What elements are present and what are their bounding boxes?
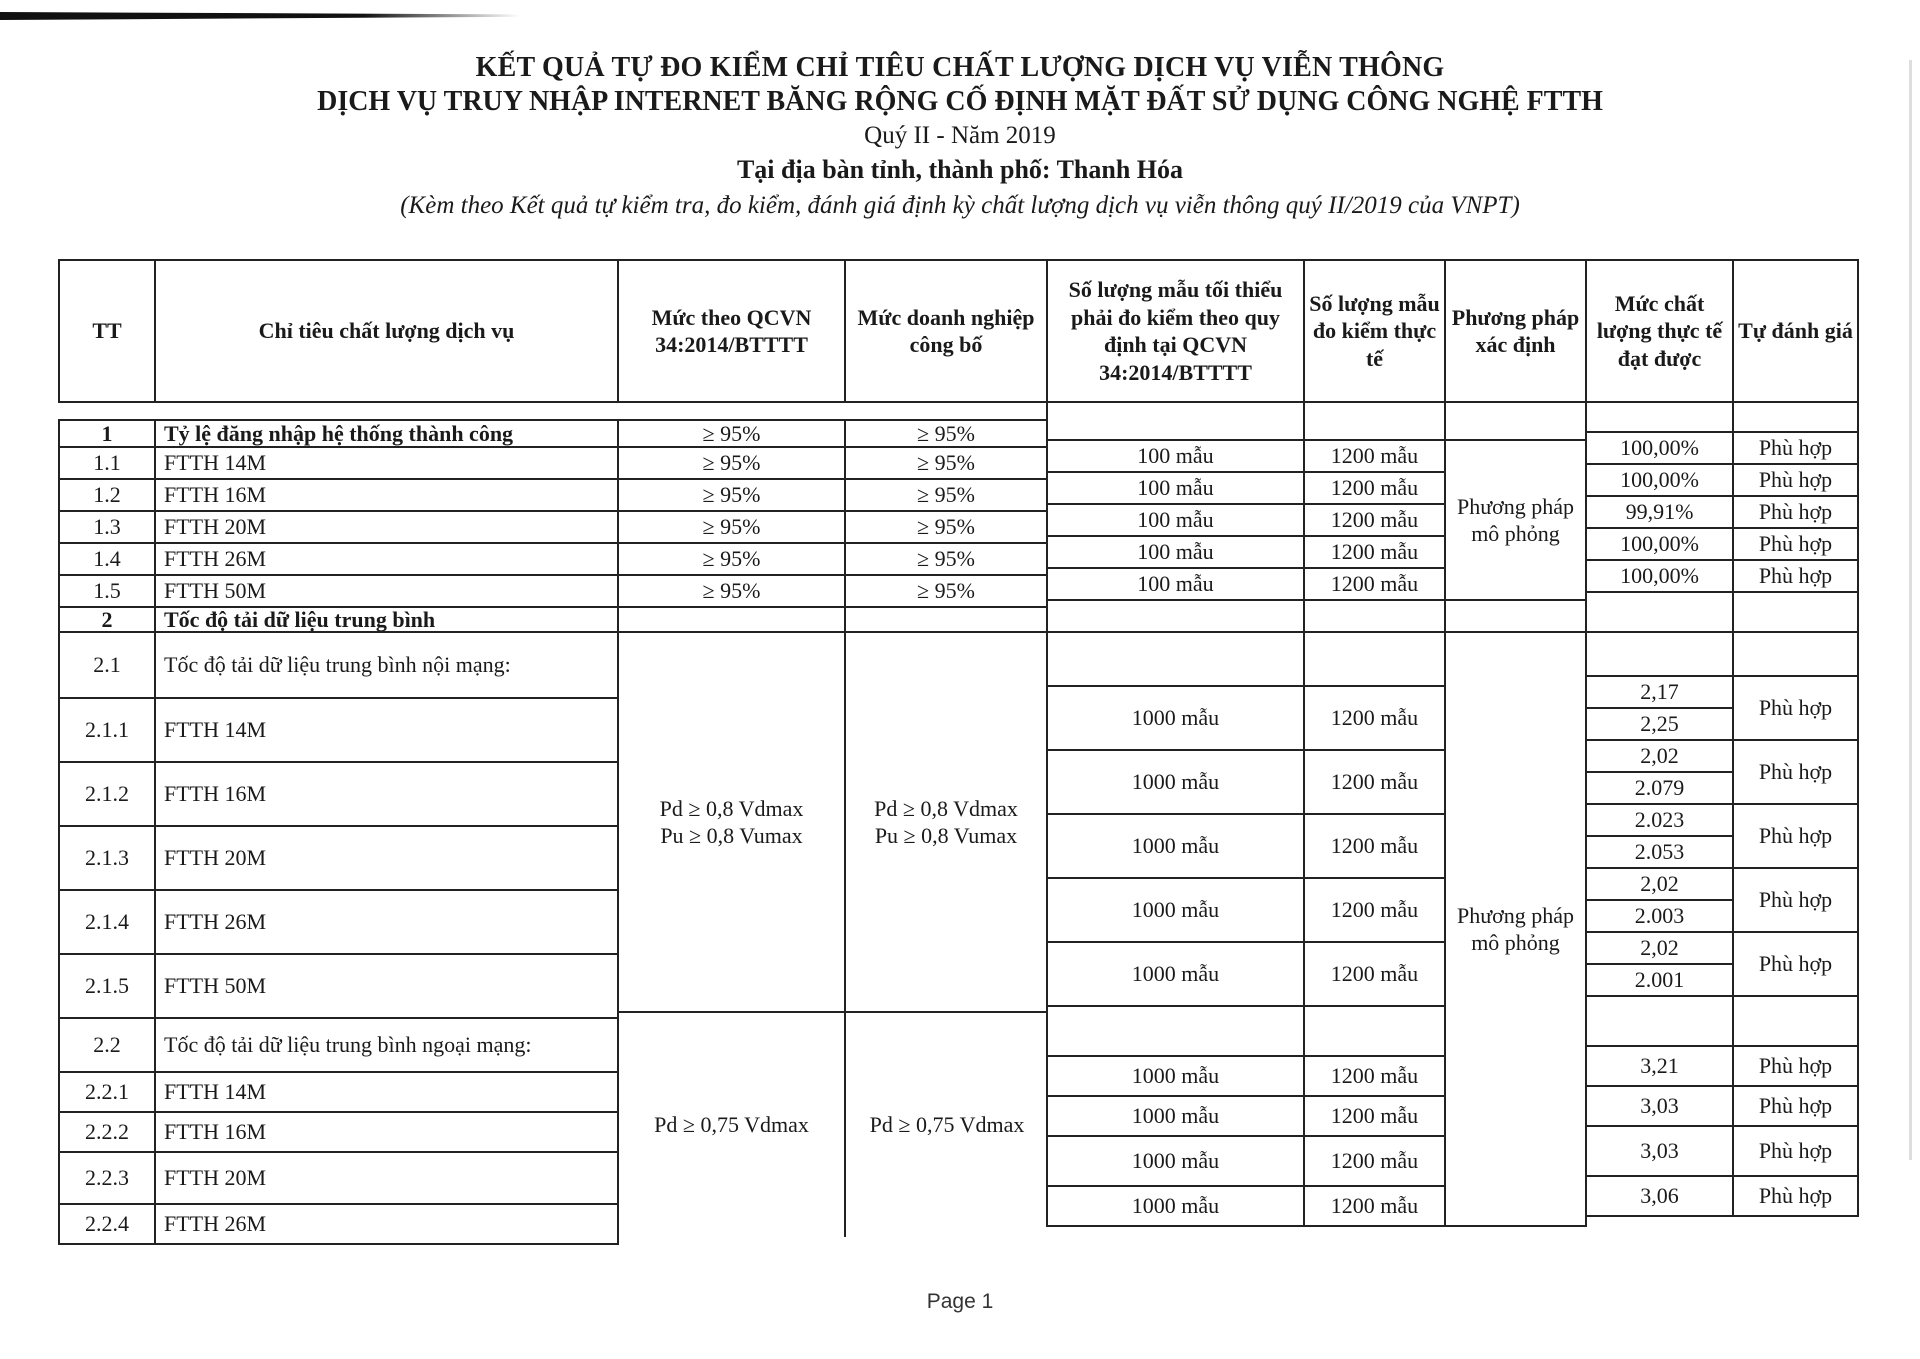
- page-number: Page 1: [926, 1290, 994, 1313]
- header-indicator: Chỉ tiêu chất lượng dịch vụ: [154, 259, 619, 403]
- row-number: 1.1: [58, 446, 156, 480]
- row-actual-download: 2.023: [1585, 803, 1734, 837]
- row-min-samples: 1000 mẫu: [1046, 1185, 1305, 1227]
- blank: [1303, 631, 1446, 687]
- row-actual-samples: 1200 mẫu: [1303, 567, 1446, 601]
- row-min-samples: 1000 mẫu: [1046, 749, 1305, 815]
- row-indicator: FTTH 26M: [154, 542, 619, 576]
- row-actual-samples: 1200 mẫu: [1303, 813, 1446, 879]
- row-self-assessment: Phù hợp: [1732, 559, 1859, 593]
- row-min-samples: 100 mẫu: [1046, 535, 1305, 569]
- row-actual-download: 2,02: [1585, 931, 1734, 965]
- row-indicator: FTTH 26M: [154, 1203, 619, 1245]
- row-number: 1.2: [58, 478, 156, 512]
- row-number: 2.2.2: [58, 1111, 156, 1153]
- section-1-declared-level: ≥ 95%: [844, 419, 1048, 448]
- subsection-2-1-declared-level-line-1: Pd ≥ 0,8 Vdmax: [874, 795, 1018, 821]
- row-number: 1.3: [58, 510, 156, 544]
- blank: [844, 606, 1048, 633]
- header-actual-samples: Số lượng mẫu đo kiểm thực tế: [1303, 259, 1446, 403]
- section-1-min-samples-blank: [1046, 401, 1305, 441]
- row-number: 2.2.3: [58, 1151, 156, 1205]
- header-min-samples: Số lượng mẫu tối thiểu phải đo kiểm theo quy định tại QCVN 34:2014/BTTTT: [1046, 259, 1305, 403]
- row-indicator: FTTH 20M: [154, 825, 619, 891]
- row-actual-quality: 3,03: [1585, 1085, 1734, 1127]
- row-declared-level: ≥ 95%: [844, 478, 1048, 512]
- row-actual-quality: 3,06: [1585, 1175, 1734, 1217]
- blank: [1585, 995, 1734, 1047]
- row-min-samples: 1000 mẫu: [1046, 1055, 1305, 1097]
- subsection-2-1-qcvn-level-line-2: Pu ≥ 0,8 Vumax: [660, 823, 803, 848]
- row-actual-samples: 1200 mẫu: [1303, 749, 1446, 815]
- row-self-assessment: Phù hợp: [1732, 803, 1859, 869]
- row-actual-quality: 100,00%: [1585, 463, 1734, 497]
- row-actual-quality: 3,21: [1585, 1045, 1734, 1087]
- row-actual-quality: 100,00%: [1585, 527, 1734, 561]
- row-actual-download: 2,02: [1585, 739, 1734, 773]
- row-indicator: FTTH 26M: [154, 889, 619, 955]
- row-actual-samples: 1200 mẫu: [1303, 1095, 1446, 1137]
- row-actual-upload: 2,25: [1585, 707, 1734, 741]
- blank: [1444, 599, 1587, 633]
- row-qcvn-level: ≥ 95%: [617, 446, 846, 480]
- row-indicator: FTTH 16M: [154, 478, 619, 512]
- row-self-assessment: Phù hợp: [1732, 431, 1859, 465]
- section-1-title: Tỷ lệ đăng nhập hệ thống thành công: [154, 419, 619, 448]
- row-number: 2.1.5: [58, 953, 156, 1019]
- row-min-samples: 1000 mẫu: [1046, 1135, 1305, 1187]
- section-1-quality-blank: [1585, 401, 1734, 433]
- header-self-assessment: Tự đánh giá: [1732, 259, 1859, 403]
- row-number: 2.1.2: [58, 761, 156, 827]
- row-number: 2.1.4: [58, 889, 156, 955]
- subsection-2-1-declared-level-line-2: Pu ≥ 0,8 Vumax: [874, 823, 1018, 848]
- row-self-assessment: Phù hợp: [1732, 527, 1859, 561]
- row-min-samples: 100 mẫu: [1046, 503, 1305, 537]
- row-self-assessment: Phù hợp: [1732, 463, 1859, 497]
- row-indicator: FTTH 16M: [154, 1111, 619, 1153]
- section-1-qcvn-level: ≥ 95%: [617, 419, 846, 448]
- subsection-2-2-qcvn-level: Pd ≥ 0,75 Vdmax: [617, 1011, 846, 1237]
- blank: [1046, 631, 1305, 687]
- row-self-assessment: Phù hợp: [1732, 675, 1859, 741]
- row-min-samples: 1000 mẫu: [1046, 685, 1305, 751]
- row-actual-samples: 1200 mẫu: [1303, 1185, 1446, 1227]
- row-actual-download: 2,17: [1585, 675, 1734, 709]
- row-self-assessment: Phù hợp: [1732, 867, 1859, 933]
- row-number: 1.5: [58, 574, 156, 608]
- row-declared-level: ≥ 95%: [844, 510, 1048, 544]
- header-method: Phương pháp xác định: [1444, 259, 1587, 403]
- document-location: Tại địa bàn tỉnh, thành phố: Thanh Hóa: [736, 155, 1184, 184]
- row-self-assessment: Phù hợp: [1732, 739, 1859, 805]
- row-number: 1.4: [58, 542, 156, 576]
- row-actual-download: 2,02: [1585, 867, 1734, 901]
- section-1-method-blank: [1444, 401, 1587, 441]
- row-qcvn-level: ≥ 95%: [617, 542, 846, 576]
- row-actual-samples: 1200 mẫu: [1303, 941, 1446, 1007]
- row-min-samples: 100 mẫu: [1046, 567, 1305, 601]
- section-1-assessment-blank: [1732, 401, 1859, 433]
- blank: [1732, 995, 1859, 1047]
- blank: [1303, 1005, 1446, 1057]
- subsection-2-1-qcvn-level: [617, 631, 846, 1013]
- row-actual-samples: 1200 mẫu: [1303, 1135, 1446, 1187]
- blank: [1732, 591, 1859, 633]
- row-qcvn-level: ≥ 95%: [617, 478, 846, 512]
- row-actual-samples: 1200 mẫu: [1303, 877, 1446, 943]
- row-indicator: FTTH 16M: [154, 761, 619, 827]
- row-qcvn-level: ≥ 95%: [617, 510, 846, 544]
- row-declared-level: ≥ 95%: [844, 542, 1048, 576]
- subsection-2-1-qcvn-level-line-1: Pd ≥ 0,8 Vdmax: [659, 795, 804, 821]
- section-2-number: 2: [58, 606, 156, 633]
- row-indicator: FTTH 50M: [154, 574, 619, 608]
- row-indicator: FTTH 14M: [154, 446, 619, 480]
- row-indicator: FTTH 50M: [154, 953, 619, 1019]
- row-indicator: FTTH 20M: [154, 510, 619, 544]
- row-declared-level: ≥ 95%: [844, 574, 1048, 608]
- document-period: Quý II - Năm 2019: [864, 122, 1056, 149]
- row-min-samples: 100 mẫu: [1046, 471, 1305, 505]
- row-min-samples: 1000 mẫu: [1046, 813, 1305, 879]
- row-actual-samples: 1200 mẫu: [1303, 535, 1446, 569]
- row-actual-samples: 1200 mẫu: [1303, 685, 1446, 751]
- subsection-2-1-number: 2.1: [58, 631, 156, 699]
- row-actual-samples: 1200 mẫu: [1303, 439, 1446, 473]
- row-indicator: FTTH 20M: [154, 1151, 619, 1205]
- document-note: (Kèm theo Kết quả tự kiểm tra, đo kiểm, đánh giá định kỳ chất lượng dịch vụ viễn thông quý II/2019 của VNPT): [400, 192, 1520, 219]
- row-self-assessment: Phù hợp: [1732, 495, 1859, 529]
- blank: [1585, 591, 1734, 633]
- section-1-number: 1: [58, 419, 156, 448]
- subsection-2-2-title: Tốc độ tải dữ liệu trung bình ngoại mạng:: [154, 1017, 619, 1073]
- row-actual-quality: 3,03: [1585, 1125, 1734, 1177]
- row-min-samples: 1000 mẫu: [1046, 1095, 1305, 1137]
- subsection-2-1-title: Tốc độ tải dữ liệu trung bình nội mạng:: [154, 631, 619, 699]
- row-actual-quality: 100,00%: [1585, 559, 1734, 593]
- row-declared-level: ≥ 95%: [844, 446, 1048, 480]
- row-self-assessment: Phù hợp: [1732, 1085, 1859, 1127]
- section-1-method: Phương pháp mô phỏng: [1444, 439, 1587, 601]
- row-number: 2.2.1: [58, 1071, 156, 1113]
- row-indicator: FTTH 14M: [154, 697, 619, 763]
- row-self-assessment: Phù hợp: [1732, 1045, 1859, 1087]
- row-self-assessment: Phù hợp: [1732, 931, 1859, 997]
- blank: [1046, 599, 1305, 633]
- header-actual-quality: Mức chất lượng thực tế đạt được: [1585, 259, 1734, 403]
- row-actual-upload: 2.001: [1585, 963, 1734, 997]
- header-tt: TT: [58, 259, 156, 403]
- document-subtitle: DỊCH VỤ TRUY NHẬP INTERNET BĂNG RỘNG CỐ ĐỊNH MẶT ĐẤT SỬ DỤNG CÔNG NGHỆ FTTH: [317, 86, 1603, 117]
- document-title: KẾT QUẢ TỰ ĐO KIỂM CHỈ TIÊU CHẤT LƯỢNG DỊCH VỤ VIỄN THÔNG: [475, 52, 1445, 83]
- section-1-actual-samples-blank: [1303, 401, 1446, 441]
- row-indicator: FTTH 14M: [154, 1071, 619, 1113]
- row-actual-upload: 2.003: [1585, 899, 1734, 933]
- row-actual-quality: 99,91%: [1585, 495, 1734, 529]
- section-2-method: Phương pháp mô phỏng: [1444, 631, 1587, 1227]
- header-declared-level: Mức doanh nghiệp công bố: [844, 259, 1048, 403]
- blank: [1585, 631, 1734, 677]
- row-qcvn-level: ≥ 95%: [617, 574, 846, 608]
- row-number: 2.1.1: [58, 697, 156, 763]
- row-actual-samples: 1200 mẫu: [1303, 471, 1446, 505]
- subsection-2-2-declared-level: Pd ≥ 0,75 Vdmax: [844, 1011, 1048, 1237]
- blank: [617, 606, 846, 633]
- row-self-assessment: Phù hợp: [1732, 1175, 1859, 1217]
- row-self-assessment: Phù hợp: [1732, 1125, 1859, 1177]
- section-2-title: Tốc độ tải dữ liệu trung bình: [154, 606, 619, 633]
- row-actual-samples: 1200 mẫu: [1303, 503, 1446, 537]
- blank: [1046, 1005, 1305, 1057]
- row-min-samples: 1000 mẫu: [1046, 941, 1305, 1007]
- blank: [1303, 599, 1446, 633]
- row-actual-upload: 2.053: [1585, 835, 1734, 869]
- row-number: 2.2.4: [58, 1203, 156, 1245]
- row-min-samples: 1000 mẫu: [1046, 877, 1305, 943]
- blank: [1732, 631, 1859, 677]
- subsection-2-2-number: 2.2: [58, 1017, 156, 1073]
- subsection-2-1-declared-level: [844, 631, 1048, 1013]
- row-number: 2.1.3: [58, 825, 156, 891]
- row-actual-samples: 1200 mẫu: [1303, 1055, 1446, 1097]
- row-actual-upload: 2.079: [1585, 771, 1734, 805]
- row-actual-quality: 100,00%: [1585, 431, 1734, 465]
- header-qcvn-level: Mức theo QCVN 34:2014/BTTTT: [617, 259, 846, 403]
- row-min-samples: 100 mẫu: [1046, 439, 1305, 473]
